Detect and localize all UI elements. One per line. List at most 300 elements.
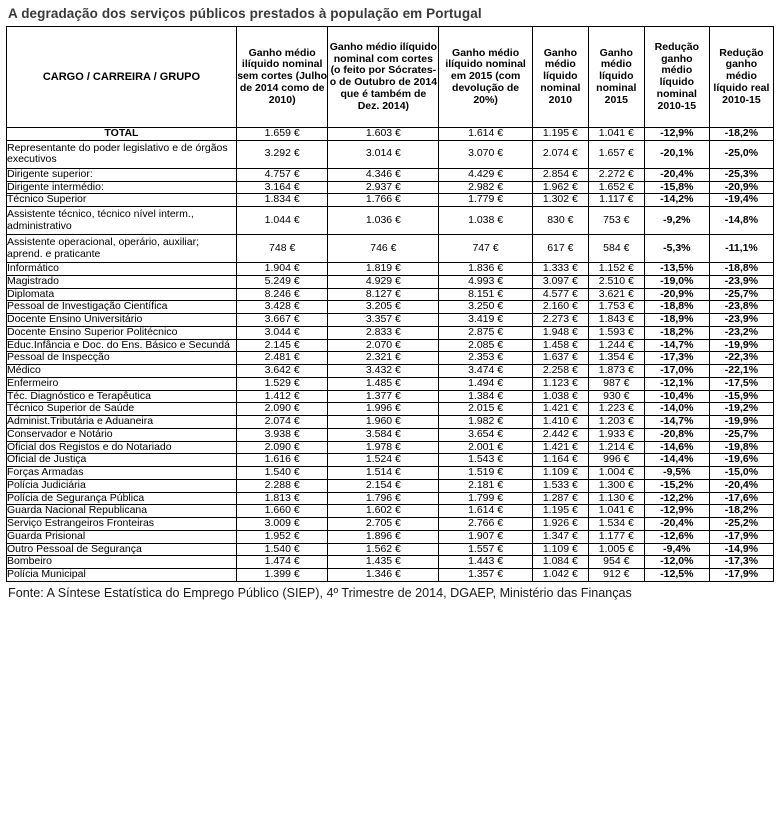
row-value-cell: 1.177 € bbox=[588, 530, 644, 543]
row-pct-cell: -12,2% bbox=[644, 492, 709, 505]
row-value-cell: 1.377 € bbox=[328, 390, 439, 403]
row-pct-cell: -17,5% bbox=[709, 377, 773, 390]
row-pct-cell: -17,9% bbox=[709, 569, 773, 582]
row-value-cell: 1.614 € bbox=[439, 128, 533, 141]
row-value-cell: 4.346 € bbox=[328, 168, 439, 181]
row-value-cell: 1.657 € bbox=[588, 140, 644, 168]
column-header-reducao-real: Redução ganho médio líquido real 2010-15 bbox=[709, 27, 773, 128]
row-value-cell: 1.435 € bbox=[328, 556, 439, 569]
table-row bbox=[7, 467, 774, 480]
row-value-cell: 1.659 € bbox=[236, 128, 328, 141]
row-value-cell: 1.907 € bbox=[439, 530, 533, 543]
row-pct-cell: -18,2% bbox=[709, 128, 773, 141]
row-value-cell: 1.799 € bbox=[439, 492, 533, 505]
row-value-cell: 1.873 € bbox=[588, 365, 644, 378]
row-value-cell: 1.524 € bbox=[328, 454, 439, 467]
table-row bbox=[7, 416, 774, 429]
row-value-cell: 1.195 € bbox=[532, 505, 588, 518]
row-pct-cell: -17,9% bbox=[709, 530, 773, 543]
row-pct-cell: -18,9% bbox=[644, 314, 709, 327]
row-pct-cell: -19,2% bbox=[709, 403, 773, 416]
row-value-cell: 3.292 € bbox=[236, 140, 328, 168]
row-pct-cell: -23,8% bbox=[709, 301, 773, 314]
row-pct-cell: -22,1% bbox=[709, 365, 773, 378]
row-value-cell: 1.421 € bbox=[532, 403, 588, 416]
table-row bbox=[7, 275, 774, 288]
row-label: Técnico Superior de Saúde bbox=[7, 403, 237, 416]
row-value-cell: 1.494 € bbox=[439, 377, 533, 390]
row-value-cell: 1.333 € bbox=[532, 263, 588, 276]
row-label: Guarda Nacional Republicana bbox=[7, 505, 237, 518]
row-label: Enfermeiro bbox=[7, 377, 237, 390]
row-value-cell: 2.353 € bbox=[439, 352, 533, 365]
table-row bbox=[7, 181, 774, 194]
row-value-cell: 1.540 € bbox=[236, 467, 328, 480]
row-pct-cell: -17,0% bbox=[644, 365, 709, 378]
row-value-cell: 3.070 € bbox=[439, 140, 533, 168]
row-pct-cell: -25,3% bbox=[709, 168, 773, 181]
row-label: Polícia Judiciária bbox=[7, 479, 237, 492]
row-value-cell: 4.929 € bbox=[328, 275, 439, 288]
row-value-cell: 2.833 € bbox=[328, 326, 439, 339]
table-row bbox=[7, 492, 774, 505]
row-value-cell: 2.085 € bbox=[439, 339, 533, 352]
row-pct-cell: -12,1% bbox=[644, 377, 709, 390]
row-value-cell: 4.757 € bbox=[236, 168, 328, 181]
row-value-cell: 1.753 € bbox=[588, 301, 644, 314]
row-value-cell: 1.214 € bbox=[588, 441, 644, 454]
row-value-cell: 617 € bbox=[532, 235, 588, 263]
row-pct-cell: -23,2% bbox=[709, 326, 773, 339]
row-value-cell: 1.819 € bbox=[328, 263, 439, 276]
row-value-cell: 1.203 € bbox=[588, 416, 644, 429]
row-pct-cell: -12,5% bbox=[644, 569, 709, 582]
column-header-ganho-liq-2015: Ganho médio líquido nominal 2015 bbox=[588, 27, 644, 128]
row-value-cell: 2.854 € bbox=[532, 168, 588, 181]
row-value-cell: 1.543 € bbox=[439, 454, 533, 467]
row-value-cell: 2.090 € bbox=[236, 441, 328, 454]
row-label: Conservador e Notário bbox=[7, 428, 237, 441]
row-value-cell: 1.529 € bbox=[236, 377, 328, 390]
row-value-cell: 2.001 € bbox=[439, 441, 533, 454]
table-row bbox=[7, 263, 774, 276]
row-value-cell: 2.321 € bbox=[328, 352, 439, 365]
row-value-cell: 1.041 € bbox=[588, 505, 644, 518]
table-row bbox=[7, 543, 774, 556]
row-label: Médico bbox=[7, 365, 237, 378]
row-value-cell: 1.223 € bbox=[588, 403, 644, 416]
row-value-cell: 1.244 € bbox=[588, 339, 644, 352]
row-value-cell: 4.577 € bbox=[532, 288, 588, 301]
header-row bbox=[7, 27, 774, 128]
row-value-cell: 1.514 € bbox=[328, 467, 439, 480]
row-value-cell: 5.249 € bbox=[236, 275, 328, 288]
row-value-cell: 1.948 € bbox=[532, 326, 588, 339]
row-label: Diplomata bbox=[7, 288, 237, 301]
row-pct-cell: -14,6% bbox=[644, 441, 709, 454]
row-value-cell: 3.205 € bbox=[328, 301, 439, 314]
row-value-cell: 1.041 € bbox=[588, 128, 644, 141]
row-label: Informático bbox=[7, 263, 237, 276]
row-value-cell: 2.258 € bbox=[532, 365, 588, 378]
row-pct-cell: -20,9% bbox=[644, 288, 709, 301]
table-row bbox=[7, 390, 774, 403]
column-header-cargo: CARGO / CARREIRA / GRUPO bbox=[7, 27, 237, 128]
row-value-cell: 3.584 € bbox=[328, 428, 439, 441]
row-value-cell: 987 € bbox=[588, 377, 644, 390]
row-value-cell: 3.654 € bbox=[439, 428, 533, 441]
row-pct-cell: -25,2% bbox=[709, 518, 773, 531]
row-pct-cell: -20,1% bbox=[644, 140, 709, 168]
row-pct-cell: -18,2% bbox=[709, 505, 773, 518]
row-value-cell: 2.937 € bbox=[328, 181, 439, 194]
row-value-cell: 1.038 € bbox=[439, 207, 533, 235]
row-value-cell: 1.354 € bbox=[588, 352, 644, 365]
row-label: Polícia Municipal bbox=[7, 569, 237, 582]
row-value-cell: 1.952 € bbox=[236, 530, 328, 543]
row-value-cell: 3.357 € bbox=[328, 314, 439, 327]
row-value-cell: 1.005 € bbox=[588, 543, 644, 556]
row-value-cell: 8.151 € bbox=[439, 288, 533, 301]
row-value-cell: 2.481 € bbox=[236, 352, 328, 365]
row-pct-cell: -23,9% bbox=[709, 275, 773, 288]
table-row bbox=[7, 301, 774, 314]
row-pct-cell: -19,0% bbox=[644, 275, 709, 288]
row-pct-cell: -20,8% bbox=[644, 428, 709, 441]
row-value-cell: 1.766 € bbox=[328, 194, 439, 207]
row-pct-cell: -19,4% bbox=[709, 194, 773, 207]
row-value-cell: 2.442 € bbox=[532, 428, 588, 441]
row-value-cell: 1.195 € bbox=[532, 128, 588, 141]
row-label: Polícia de Segurança Pública bbox=[7, 492, 237, 505]
row-pct-cell: -14,8% bbox=[709, 207, 773, 235]
table-row bbox=[7, 403, 774, 416]
row-pct-cell: -12,9% bbox=[644, 505, 709, 518]
row-value-cell: 2.705 € bbox=[328, 518, 439, 531]
table-row bbox=[7, 365, 774, 378]
row-label: Assistente técnico, técnico nível interm., administrativo bbox=[7, 207, 237, 235]
row-pct-cell: -14,9% bbox=[709, 543, 773, 556]
row-pct-cell: -9,2% bbox=[644, 207, 709, 235]
row-value-cell: 1.117 € bbox=[588, 194, 644, 207]
row-value-cell: 1.933 € bbox=[588, 428, 644, 441]
row-label: TOTAL bbox=[7, 128, 237, 141]
row-value-cell: 1.779 € bbox=[439, 194, 533, 207]
row-value-cell: 2.154 € bbox=[328, 479, 439, 492]
row-value-cell: 2.074 € bbox=[532, 140, 588, 168]
row-value-cell: 1.123 € bbox=[532, 377, 588, 390]
row-label: Representante do poder legislativo e de órgãos executivos bbox=[7, 140, 237, 168]
table-row bbox=[7, 352, 774, 365]
source-note: Fonte: A Síntese Estatística do Emprego Público (SIEP), 4º Trimestre de 2014, DGAEP, Ministério das Finanças bbox=[8, 585, 632, 600]
row-value-cell: 1.996 € bbox=[328, 403, 439, 416]
row-label: Assistente operacional, operário, auxiliar; aprend. e praticante bbox=[7, 235, 237, 263]
table-row bbox=[7, 377, 774, 390]
row-value-cell: 3.097 € bbox=[532, 275, 588, 288]
row-value-cell: 584 € bbox=[588, 235, 644, 263]
row-value-cell: 1.357 € bbox=[439, 569, 533, 582]
row-value-cell: 2.982 € bbox=[439, 181, 533, 194]
row-pct-cell: -20,4% bbox=[709, 479, 773, 492]
row-pct-cell: -12,6% bbox=[644, 530, 709, 543]
table-row bbox=[7, 288, 774, 301]
row-value-cell: 2.090 € bbox=[236, 403, 328, 416]
table-row bbox=[7, 194, 774, 207]
row-value-cell: 1.485 € bbox=[328, 377, 439, 390]
row-label: Oficial de Justiça bbox=[7, 454, 237, 467]
table-row bbox=[7, 454, 774, 467]
row-value-cell: 1.458 € bbox=[532, 339, 588, 352]
row-value-cell: 2.145 € bbox=[236, 339, 328, 352]
row-value-cell: 1.533 € bbox=[532, 479, 588, 492]
row-value-cell: 1.813 € bbox=[236, 492, 328, 505]
row-pct-cell: -17,6% bbox=[709, 492, 773, 505]
row-pct-cell: -14,0% bbox=[644, 403, 709, 416]
row-value-cell: 2.181 € bbox=[439, 479, 533, 492]
row-value-cell: 1.562 € bbox=[328, 543, 439, 556]
public-service-salary-table bbox=[6, 26, 774, 582]
row-pct-cell: -11,1% bbox=[709, 235, 773, 263]
row-label: Téc. Diagnóstico e Terapêutica bbox=[7, 390, 237, 403]
row-value-cell: 3.009 € bbox=[236, 518, 328, 531]
row-pct-cell: -19,8% bbox=[709, 441, 773, 454]
row-value-cell: 1.557 € bbox=[439, 543, 533, 556]
row-value-cell: 747 € bbox=[439, 235, 533, 263]
row-pct-cell: -20,9% bbox=[709, 181, 773, 194]
row-label: Serviço Estrangeiros Fronteiras bbox=[7, 518, 237, 531]
table-row bbox=[7, 428, 774, 441]
row-pct-cell: -22,3% bbox=[709, 352, 773, 365]
row-value-cell: 3.642 € bbox=[236, 365, 328, 378]
row-value-cell: 930 € bbox=[588, 390, 644, 403]
table-row bbox=[7, 530, 774, 543]
row-value-cell: 8.246 € bbox=[236, 288, 328, 301]
row-pct-cell: -13,5% bbox=[644, 263, 709, 276]
table-row bbox=[7, 207, 774, 235]
row-value-cell: 1.421 € bbox=[532, 441, 588, 454]
row-pct-cell: -12,9% bbox=[644, 128, 709, 141]
row-value-cell: 1.960 € bbox=[328, 416, 439, 429]
row-value-cell: 1.614 € bbox=[439, 505, 533, 518]
column-header-ganho-ilq-2015: Ganho médio ilíquido nominal em 2015 (com devolução de 20%) bbox=[439, 27, 533, 128]
row-value-cell: 1.540 € bbox=[236, 543, 328, 556]
row-label: Técnico Superior bbox=[7, 194, 237, 207]
row-label: Pessoal de Investigação Científica bbox=[7, 301, 237, 314]
row-value-cell: 3.164 € bbox=[236, 181, 328, 194]
row-value-cell: 3.474 € bbox=[439, 365, 533, 378]
row-pct-cell: -18,2% bbox=[644, 326, 709, 339]
table-row bbox=[7, 505, 774, 518]
column-header-ganho-ilq-com-cortes: Ganho médio ilíquido nominal com cortes (o feito por Sócrates- o de Outubro de 2014 que é também de Dez. 2014) bbox=[328, 27, 439, 128]
row-pct-cell: -20,4% bbox=[644, 168, 709, 181]
row-value-cell: 1.347 € bbox=[532, 530, 588, 543]
table-row bbox=[7, 556, 774, 569]
row-value-cell: 1.474 € bbox=[236, 556, 328, 569]
row-value-cell: 3.621 € bbox=[588, 288, 644, 301]
row-value-cell: 2.875 € bbox=[439, 326, 533, 339]
table-row bbox=[7, 140, 774, 168]
row-label: Guarda Prisional bbox=[7, 530, 237, 543]
row-pct-cell: -25,0% bbox=[709, 140, 773, 168]
row-pct-cell: -17,3% bbox=[709, 556, 773, 569]
row-pct-cell: -9,4% bbox=[644, 543, 709, 556]
row-label: Forças Armadas bbox=[7, 467, 237, 480]
table-body bbox=[7, 128, 774, 582]
row-pct-cell: -20,4% bbox=[644, 518, 709, 531]
row-value-cell: 1.300 € bbox=[588, 479, 644, 492]
row-pct-cell: -19,6% bbox=[709, 454, 773, 467]
row-value-cell: 3.044 € bbox=[236, 326, 328, 339]
row-value-cell: 1.843 € bbox=[588, 314, 644, 327]
row-value-cell: 1.982 € bbox=[439, 416, 533, 429]
row-pct-cell: -25,7% bbox=[709, 288, 773, 301]
row-label: Dirigente intermédio: bbox=[7, 181, 237, 194]
row-pct-cell: -15,9% bbox=[709, 390, 773, 403]
table-row bbox=[7, 518, 774, 531]
row-value-cell: 1.044 € bbox=[236, 207, 328, 235]
row-value-cell: 1.109 € bbox=[532, 467, 588, 480]
row-value-cell: 753 € bbox=[588, 207, 644, 235]
table-row bbox=[7, 479, 774, 492]
row-pct-cell: -14,7% bbox=[644, 416, 709, 429]
row-value-cell: 1.834 € bbox=[236, 194, 328, 207]
table-header bbox=[7, 27, 774, 128]
table-row bbox=[7, 128, 774, 141]
row-value-cell: 1.004 € bbox=[588, 467, 644, 480]
row-value-cell: 746 € bbox=[328, 235, 439, 263]
row-value-cell: 1.302 € bbox=[532, 194, 588, 207]
row-label: Pessoal de Inspecção bbox=[7, 352, 237, 365]
row-value-cell: 1.384 € bbox=[439, 390, 533, 403]
row-value-cell: 1.534 € bbox=[588, 518, 644, 531]
row-value-cell: 3.419 € bbox=[439, 314, 533, 327]
row-value-cell: 1.042 € bbox=[532, 569, 588, 582]
row-value-cell: 3.667 € bbox=[236, 314, 328, 327]
row-pct-cell: -18,8% bbox=[644, 301, 709, 314]
table-row bbox=[7, 441, 774, 454]
row-value-cell: 830 € bbox=[532, 207, 588, 235]
row-value-cell: 2.272 € bbox=[588, 168, 644, 181]
row-value-cell: 2.288 € bbox=[236, 479, 328, 492]
row-value-cell: 2.510 € bbox=[588, 275, 644, 288]
table-row bbox=[7, 569, 774, 582]
row-value-cell: 1.652 € bbox=[588, 181, 644, 194]
row-value-cell: 1.410 € bbox=[532, 416, 588, 429]
row-value-cell: 1.287 € bbox=[532, 492, 588, 505]
row-value-cell: 2.015 € bbox=[439, 403, 533, 416]
page-title: A degradação dos serviços públicos prestados à população em Portugal bbox=[8, 6, 482, 21]
row-value-cell: 1.443 € bbox=[439, 556, 533, 569]
row-value-cell: 1.904 € bbox=[236, 263, 328, 276]
row-pct-cell: -15,0% bbox=[709, 467, 773, 480]
row-label: Docente Ensino Superior Politécnico bbox=[7, 326, 237, 339]
row-value-cell: 1.038 € bbox=[532, 390, 588, 403]
row-pct-cell: -14,7% bbox=[644, 339, 709, 352]
row-value-cell: 1.637 € bbox=[532, 352, 588, 365]
row-value-cell: 1.519 € bbox=[439, 467, 533, 480]
row-value-cell: 4.429 € bbox=[439, 168, 533, 181]
row-value-cell: 1.896 € bbox=[328, 530, 439, 543]
row-value-cell: 748 € bbox=[236, 235, 328, 263]
row-label: Educ.Infância e Doc. do Ens. Básico e Secundá bbox=[7, 339, 237, 352]
row-value-cell: 3.428 € bbox=[236, 301, 328, 314]
row-pct-cell: -10,4% bbox=[644, 390, 709, 403]
row-pct-cell: -25,7% bbox=[709, 428, 773, 441]
row-pct-cell: -19,9% bbox=[709, 339, 773, 352]
row-pct-cell: -17,3% bbox=[644, 352, 709, 365]
table-row bbox=[7, 235, 774, 263]
row-value-cell: 1.962 € bbox=[532, 181, 588, 194]
row-pct-cell: -14,4% bbox=[644, 454, 709, 467]
row-value-cell: 1.836 € bbox=[439, 263, 533, 276]
row-label: Outro Pessoal de Segurança bbox=[7, 543, 237, 556]
row-pct-cell: -12,0% bbox=[644, 556, 709, 569]
row-pct-cell: -23,9% bbox=[709, 314, 773, 327]
row-label: Oficial dos Registos e do Notariado bbox=[7, 441, 237, 454]
table-row bbox=[7, 314, 774, 327]
table-row bbox=[7, 168, 774, 181]
row-pct-cell: -5,3% bbox=[644, 235, 709, 263]
row-value-cell: 1.036 € bbox=[328, 207, 439, 235]
row-value-cell: 3.250 € bbox=[439, 301, 533, 314]
column-header-ganho-ilq-sem-cortes: Ganho médio ilíquido nominal sem cortes (Julho de 2014 como de 2010) bbox=[236, 27, 328, 128]
row-value-cell: 1.399 € bbox=[236, 569, 328, 582]
row-value-cell: 2.273 € bbox=[532, 314, 588, 327]
row-value-cell: 954 € bbox=[588, 556, 644, 569]
row-value-cell: 2.160 € bbox=[532, 301, 588, 314]
row-value-cell: 1.926 € bbox=[532, 518, 588, 531]
row-value-cell: 2.070 € bbox=[328, 339, 439, 352]
row-value-cell: 1.130 € bbox=[588, 492, 644, 505]
row-pct-cell: -9,5% bbox=[644, 467, 709, 480]
row-value-cell: 1.602 € bbox=[328, 505, 439, 518]
table-row bbox=[7, 326, 774, 339]
row-pct-cell: -15,2% bbox=[644, 479, 709, 492]
row-value-cell: 1.346 € bbox=[328, 569, 439, 582]
row-value-cell: 8.127 € bbox=[328, 288, 439, 301]
row-value-cell: 996 € bbox=[588, 454, 644, 467]
column-header-reducao-nominal: Redução ganho médio líquido nominal 2010-15 bbox=[644, 27, 709, 128]
row-value-cell: 1.084 € bbox=[532, 556, 588, 569]
row-label: Bombeiro bbox=[7, 556, 237, 569]
row-value-cell: 3.014 € bbox=[328, 140, 439, 168]
row-value-cell: 1.796 € bbox=[328, 492, 439, 505]
row-value-cell: 1.109 € bbox=[532, 543, 588, 556]
row-pct-cell: -18,8% bbox=[709, 263, 773, 276]
row-value-cell: 1.593 € bbox=[588, 326, 644, 339]
row-value-cell: 1.412 € bbox=[236, 390, 328, 403]
row-value-cell: 1.616 € bbox=[236, 454, 328, 467]
row-value-cell: 1.164 € bbox=[532, 454, 588, 467]
table-row bbox=[7, 339, 774, 352]
column-header-ganho-liq-2010: Ganho médio líquido nominal 2010 bbox=[532, 27, 588, 128]
row-value-cell: 1.152 € bbox=[588, 263, 644, 276]
row-pct-cell: -19,9% bbox=[709, 416, 773, 429]
row-value-cell: 4.993 € bbox=[439, 275, 533, 288]
row-value-cell: 3.938 € bbox=[236, 428, 328, 441]
row-pct-cell: -15,8% bbox=[644, 181, 709, 194]
row-label: Magistrado bbox=[7, 275, 237, 288]
row-label: Docente Ensino Universitário bbox=[7, 314, 237, 327]
row-value-cell: 1.660 € bbox=[236, 505, 328, 518]
row-pct-cell: -14,2% bbox=[644, 194, 709, 207]
row-label: Dirigente superior: bbox=[7, 168, 237, 181]
row-value-cell: 3.432 € bbox=[328, 365, 439, 378]
row-value-cell: 1.603 € bbox=[328, 128, 439, 141]
row-value-cell: 2.766 € bbox=[439, 518, 533, 531]
row-value-cell: 2.074 € bbox=[236, 416, 328, 429]
row-value-cell: 912 € bbox=[588, 569, 644, 582]
